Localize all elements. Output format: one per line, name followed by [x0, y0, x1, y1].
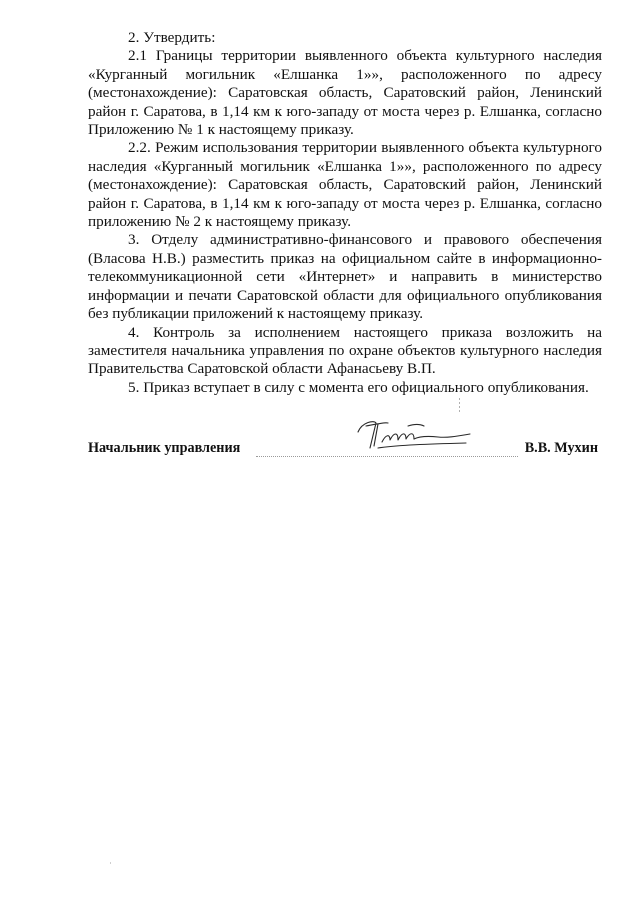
paragraph-3-publication: 3. Отделу административно-финансового и правового обеспечения (Власова Н.В.) разместить приказ на официальном сайте в информационно-телекоммуникационной сети «Интернет» и направить в министерство информации и печати Саратовской области для официального опубликования без публикации приложений к настоящему приказу.: [88, 231, 602, 323]
paragraph-2-2-usage-regime: 2.2. Режим использования территории выявленного объекта культурного наследия «Курганный могильник «Елшанка 1»», расположенного по адресу (местонахождение): Саратовская область, Саратовский район, Ленинский район г. Саратова, в 1,14 км к юго-западу от моста через р. Елшанка, согласно приложению № 2 к настоящему приказу.: [88, 139, 602, 231]
paragraph-2-1-boundaries: 2.1 Границы территории выявленного объекта культурного наследия «Курганный могильник «Елшанка 1»», расположенного по адресу (местонахождение): Саратовская область, Саратовский район, Ленинский район г. Саратова, в 1,14 км к юго-западу от моста через р. Елшанка, согласно Приложению № 1 к настоящему приказу.: [88, 47, 602, 139]
paragraph-approve: 2. Утвердить:: [128, 29, 216, 46]
scan-dot: [110, 862, 111, 864]
paragraph-4-control: 4. Контроль за исполнением настоящего приказа возложить на заместителя начальника управления по охране объектов культурного наследия Правительства Саратовской области Афанасьеву В.П.: [88, 323, 602, 378]
signatory-name: В.В. Мухин: [524, 440, 598, 456]
signatory-title: Начальник управления: [88, 440, 241, 456]
paragraph-5-effective: 5. Приказ вступает в силу с момента его официального опубликования.: [128, 378, 589, 396]
signature-line: [256, 456, 518, 457]
signature-block: [88, 440, 602, 464]
scan-artifact: [459, 398, 460, 412]
document-body: [88, 29, 602, 397]
